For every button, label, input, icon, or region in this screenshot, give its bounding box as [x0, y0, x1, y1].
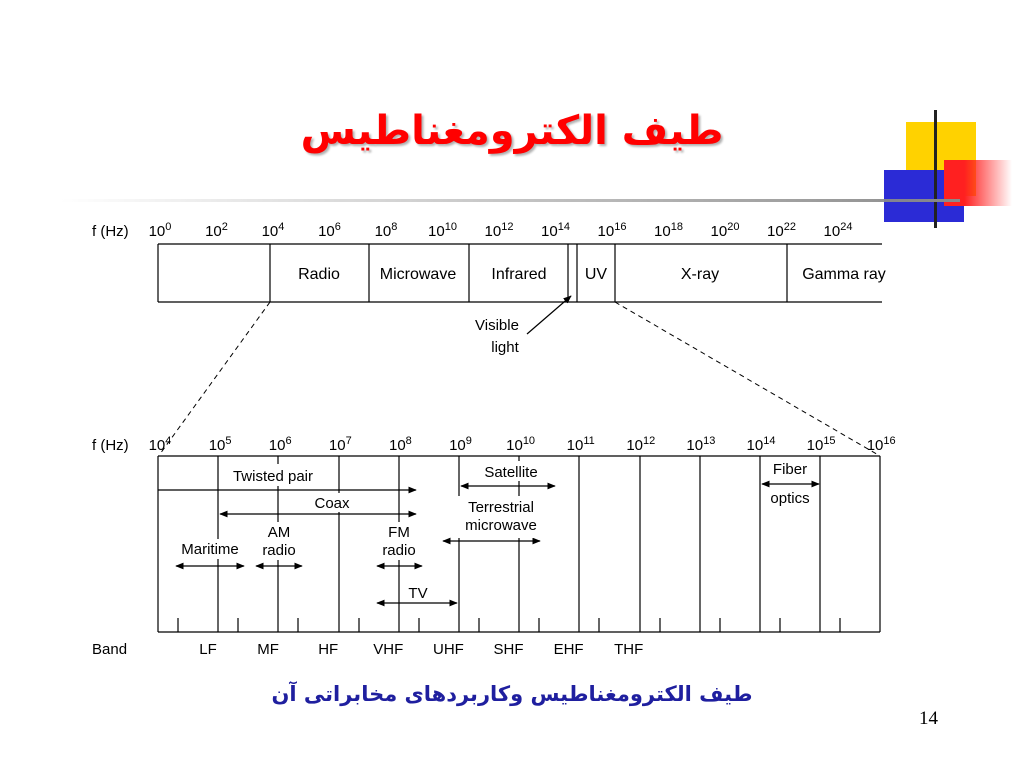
band-label-thf: THF [614, 641, 644, 658]
twisted-pair-label: Twisted pair [232, 468, 314, 485]
slide-caption: طیف الکترومغناطیس وکاربردهای مخابراتی آن [271, 682, 753, 706]
top-tick-label: $10^{20}$ [710, 221, 740, 240]
region-infrared: Infrared [491, 266, 547, 283]
bottom-tick-label: $10^7$ [328, 435, 352, 454]
top-tick-label: $10^{22}$ [767, 221, 796, 240]
maritime-label: Maritime [181, 541, 239, 558]
bottom-tick-label: $10^4$ [148, 435, 172, 454]
tv-label: TV [408, 585, 428, 602]
zoom-line-left [160, 302, 270, 454]
top-tick-label: $10^{12}$ [484, 221, 514, 240]
am-radio-label-line2: radio [262, 542, 296, 559]
zoom-line-right [615, 302, 880, 456]
bottom-tick-label: $10^{11}$ [566, 435, 595, 454]
bottom-tick-label: $10^{13}$ [686, 435, 716, 454]
top-tick-label: $10^{16}$ [597, 221, 627, 240]
terrestrial-label-line2: microwave [465, 517, 537, 534]
band-tick-marks [178, 618, 840, 632]
band-label-mf: MF [257, 641, 279, 658]
fm-radio-label-line2: radio [382, 542, 416, 559]
top-tick-label: $10^8$ [374, 221, 398, 240]
band-label-vhf: VHF [373, 641, 404, 658]
top-tick-label: $10^{10}$ [428, 221, 457, 240]
region-radio: Radio [298, 266, 340, 283]
bottom-tick-label: $10^{10}$ [506, 435, 536, 454]
fiber-label-line2: optics [770, 490, 810, 507]
top-tick-label: $10^{14}$ [541, 221, 570, 240]
coax-label: Coax [314, 495, 350, 512]
band-labels [199, 641, 643, 658]
top-tick-label: $10^2$ [205, 221, 228, 240]
top-tick-label: $10^{18}$ [654, 221, 683, 240]
band-label-uhf: UHF [432, 641, 464, 658]
bottom-tick-labels [149, 435, 896, 454]
am-radio-label-line1: AM [267, 524, 291, 541]
band-label-shf: SHF [493, 641, 524, 658]
region-microwave: Microwave [379, 266, 457, 283]
page-number: 14 [919, 708, 938, 729]
visible-light-label-line2: light [491, 339, 519, 356]
satellite-label: Satellite [484, 464, 538, 481]
region-uv: UV [584, 266, 608, 283]
bottom-tick-label: $10^{12}$ [626, 435, 656, 454]
region-xray: X-ray [680, 266, 720, 283]
slide-title: طیف الکترومغناطیس [300, 108, 724, 154]
visible-light-label-line1: Visible [475, 317, 519, 334]
fm-radio-label-line1: FM [388, 524, 410, 541]
band-axis-label: Band [92, 641, 128, 658]
top-tick-labels [149, 221, 853, 240]
bottom-tick-label: $10^5$ [208, 435, 232, 454]
bottom-tick-label: $10^{14}$ [746, 435, 776, 454]
top-tick-label: $10^{24}$ [823, 221, 853, 240]
bottom-tick-label: $10^{16}$ [866, 435, 896, 454]
fiber-label-line1: Fiber [772, 461, 808, 478]
top-tick-label: $10^0$ [148, 221, 172, 240]
band-label-lf: LF [199, 641, 217, 658]
region-gamma-ray: Gamma ray [802, 266, 886, 283]
bottom-tick-label: $10^9$ [449, 435, 472, 454]
bottom-tick-label: $10^{15}$ [806, 435, 836, 454]
top-tick-label: $10^4$ [261, 221, 285, 240]
bottom-tick-label: $10^6$ [268, 435, 292, 454]
bottom-tick-label: $10^8$ [388, 435, 412, 454]
top-axis-label: f (Hz) [92, 223, 129, 240]
band-label-ehf: EHF [553, 641, 584, 658]
bottom-axis-label: f (Hz) [92, 437, 129, 454]
band-label-hf: HF [318, 641, 339, 658]
terrestrial-label-line1: Terrestrial [468, 499, 534, 516]
top-tick-label: $10^6$ [318, 221, 341, 240]
